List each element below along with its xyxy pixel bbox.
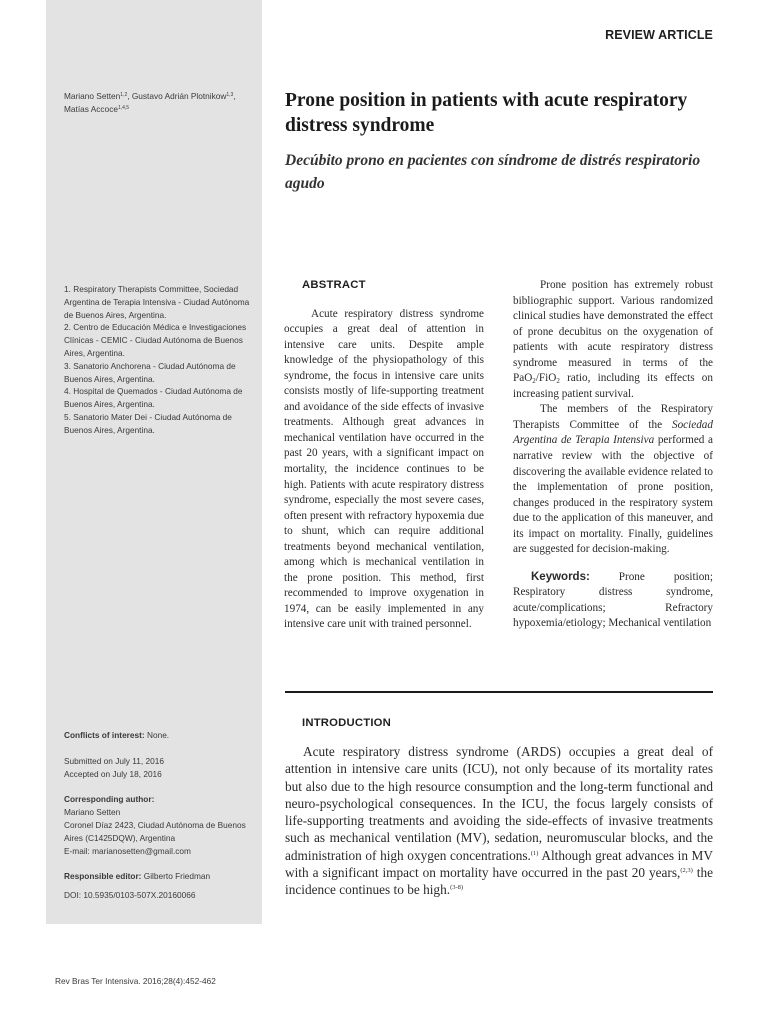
introduction-paragraph: Acute respiratory distress syndrome (ARDS) occupies a great deal of attention in intensive care units (ICU), not only because of its mortality rates but also due to the high resource consumption and the long-term functional and neuro-psychological consequences. In the ICU, the focus largely consists of life-supporting treatments and avoiding the side-effects of invasive treatments such as mechanical ventilation (MV), sedation, neuromuscular blocks, and the administration of high oxygen concentrations.$^{(1)}$ Although great advances in MV with a significant impact on mortality have occurred in the past 20 years,$^{(2,3)}$ the incidence continues to be high.$^{(3-8)}$ [285, 744, 714, 898]
affiliation-list [64, 283, 254, 437]
author-affiliation-ref: 1,2 [120, 92, 128, 98]
citation-ref: (3-8) [450, 884, 464, 892]
author-name: Mariano Setten [64, 91, 121, 101]
affiliation-item: 1. Respiratory Therapists Committee, Sociedad Argentina de Terapia Intensiva - Ciudad Autónoma de Buenos Aires, Argentina. [64, 284, 250, 320]
author-separator: , [233, 91, 236, 101]
affiliation-item: 3. Sanatorio Anchorena - Ciudad Autónoma de Buenos Aires, Argentina. [64, 360, 236, 384]
journal-citation: Rev Bras Ter Intensiva. 2016;28(4):452-462 [55, 976, 216, 986]
author-affiliation-ref: 1,4,5 [117, 104, 130, 111]
citation-ref: (1) [530, 849, 539, 857]
keywords [513, 570, 713, 632]
affiliation-item: 4. Hospital de Quemados - Ciudad Autónoma de Buenos Aires, Argentina. [64, 386, 243, 410]
article-meta [64, 729, 254, 902]
introduction-heading: INTRODUCTION [302, 717, 392, 729]
section-label: REVIEW ARTICLE [605, 28, 713, 42]
affiliation-item: 2. Centro de Educación Médica e Investigaciones Clínicas - CEMIC - Ciudad Autónoma de Buenos Aires, Argentina. [64, 322, 247, 358]
submitted-date: Submitted on July 11, 2016 [64, 755, 164, 766]
author-name: Matías Accoce [64, 103, 118, 114]
abstract-column-left [284, 278, 484, 633]
keywords-label: Keywords: [531, 570, 590, 583]
corresponding-author-address: Coronel Díaz 2423, Ciudad Autónoma de Buenos Aires (C1425DQW), Argentina [64, 819, 246, 843]
responsible-editor [64, 870, 254, 883]
article-title: Prone position in patients with acute respiratory distress syndrome [285, 90, 688, 136]
author-affiliation-ref: 1,3 [226, 92, 234, 98]
author-name: , Gustavo Adrián Plotnikow [127, 91, 227, 101]
conflicts-label: Conflicts of interest: [64, 730, 145, 740]
corresponding-author-label: Corresponding author: [64, 794, 155, 805]
abstract-column-right [513, 278, 713, 632]
citation-ref: (2,3) [680, 867, 693, 875]
corresponding-author-name: Mariano Setten [64, 807, 121, 818]
article-subtitle: Decúbito prono en pacientes con síndrome de distrés respiratorio agudo [285, 152, 701, 192]
conflicts-of-interest [64, 729, 254, 742]
keywords-text: Prone position; Respiratory distress syndrome, acute/complications; Refractory hypoxemia/etiology; Mechanical ventilation [513, 570, 713, 630]
abstract-heading: ABSTRACT [302, 279, 366, 291]
conflicts-value: None. [144, 730, 170, 740]
abstract-paragraph: Prone position has extremely robust bibliographic support. Various randomized clinical studies have demonstrated the effect of prone decubitus on the oxygenation of patients with acute respiratory distress syndrome measured in terms of the PaO$_2$/FiO$_2$ ratio, including its effects on increasing patient survival. [513, 279, 713, 400]
abstract-paragraph: Acute respiratory distress syndrome occupies a great deal of attention in intensive care units. Despite ample knowledge of the physiopathology of this syndrome, the focus in intensive care units consists mostly of life-supporting treatment and avoidance of the side effects of invasive treatments. Although great advances in mechanical ventilation have occurred in the past 20 years, with a significant impact on mortality, the incidence continues to be high. Patients with acute respiratory distress syndrome, especially the most severe cases, often present with refractory hypoxemia due to shunt, which can require additional treatments beyond mechanical ventilation, among which is mechanical ventilation in the prone position. This method, first recommended to improve oxygenation in 1974, can be easily implemented in any intensive care unit with trained personnel. [284, 307, 484, 631]
corresponding-author-email: E-mail: marianosetten@gmail.com [64, 845, 191, 856]
accepted-date: Accepted on July 18, 2016 [64, 768, 162, 779]
editor-label: Responsible editor: [64, 871, 142, 882]
author-list [64, 90, 254, 116]
section-divider [285, 691, 713, 693]
affiliation-item: 5. Sanatorio Mater Dei - Ciudad Autónoma de Buenos Aires, Argentina. [64, 411, 232, 435]
abstract-paragraph: The members of the Respiratory Therapists Committee of the Sociedad Argentina de Terapia Intensiva performed a narrative review with the objective of discovering the available evidence related to the implementation of prone position, changes produced in the respiratory system due to the application of this maneuver, and its impact on mortality. Finally, guidelines are suggested for decision-making. [513, 403, 713, 556]
editor-value: Gilberto Friedman [141, 871, 211, 882]
doi: DOI: 10.5935/0103-507X.20160066 [64, 890, 196, 901]
